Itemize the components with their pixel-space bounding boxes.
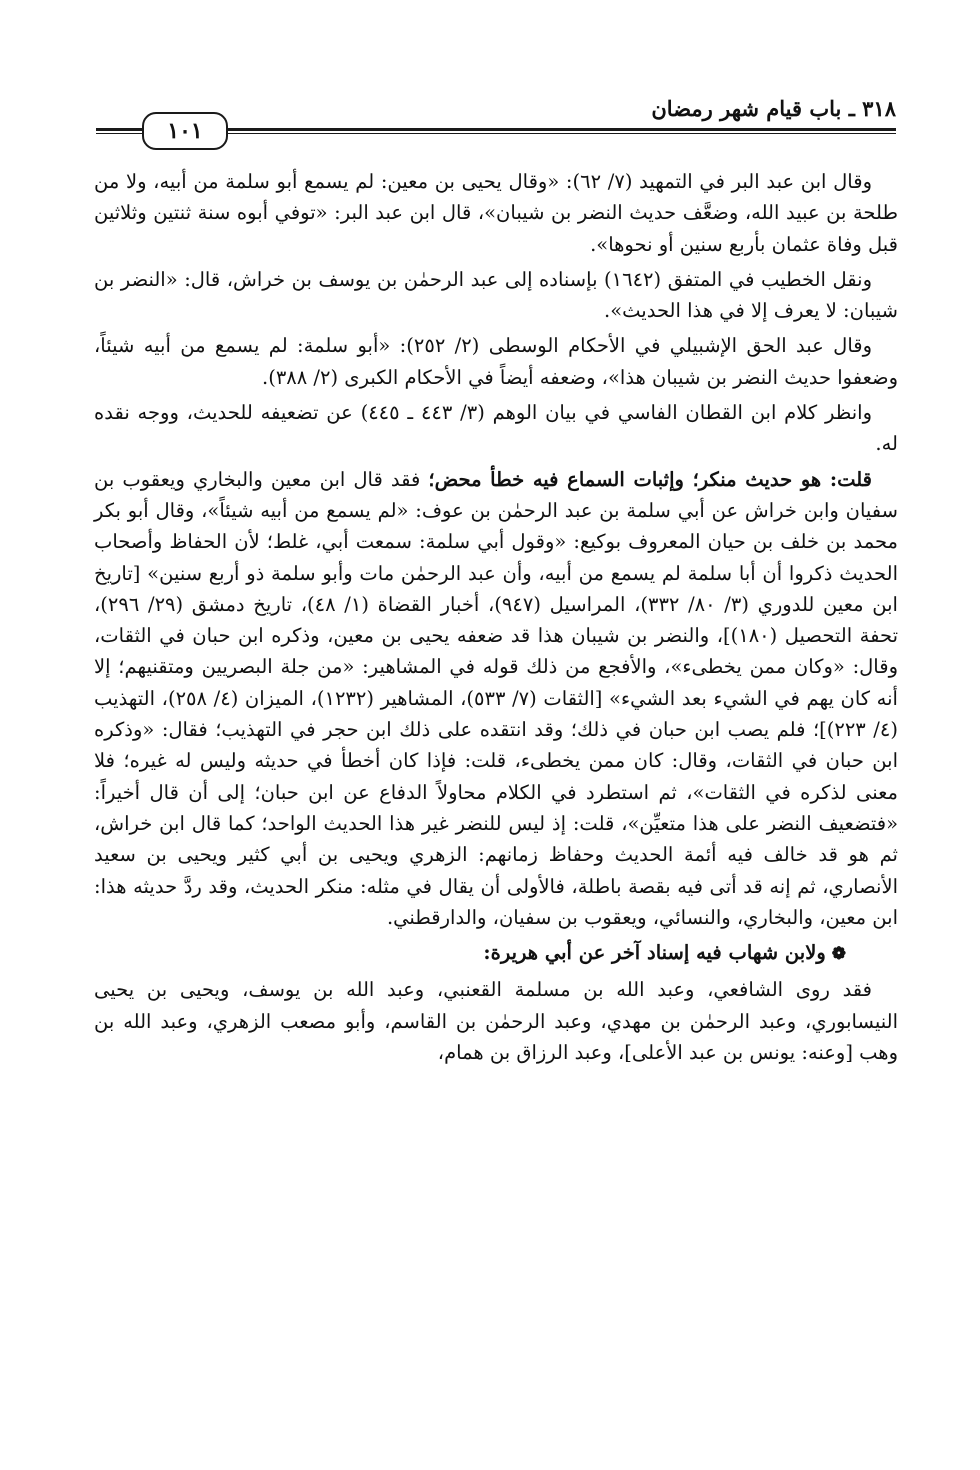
- page-header: [96, 92, 896, 144]
- page-body: [94, 166, 898, 1072]
- paragraph-abd-al-haqq: وقال عبد الحق الإشبيلي في الأحكام الوسطى (٢/ ٢٥٢): «أبو سلمة: لم يسمع من أبيه شيئاً، وضعفوا حديث النضر بن شيبان هذا»، وضعفه أيضاً في الأحكام الكبرى (٢/ ٣٨٨).: [94, 334, 898, 389]
- running-title: ٣١٨ ـ باب قيام شهر رمضان: [641, 96, 896, 121]
- flower-icon: ❁: [831, 944, 846, 965]
- page-number: ١٠١: [142, 112, 228, 150]
- section-heading-text: ولابن شهاب فيه إسناد آخر عن أبي هريرة:: [483, 941, 826, 965]
- paragraph-main-comment: [94, 464, 898, 933]
- paragraph-al-khatib: ونقل الخطيب في المتفق (١٦٤٢) بإسناده إلى عبد الرحمٰن بن يوسف بن خراش، قال: «النضر بن شيبان: لا يعرف إلا في هذا الحديث».: [94, 267, 898, 323]
- comment-lead: قلت: هو حديث منكر؛ وإثبات السماع فيه خطأ محض؛: [428, 467, 872, 491]
- paragraph-ibn-abd-al-barr: وقال ابن عبد البر في التمهيد (٧/ ٦٢): «وقال يحيى بن معين: لم يسمع أبو سلمة من أبيه، ولا من طلحة بن عبيد الله، وضعَّف حديث النضر بن شيبان»، قال ابن عبد البر: «توفي أبوه سنة ثنتين وثلاثين قبل وفاة عثمان بأربع سنين أو نحوها».: [94, 170, 898, 256]
- paragraph-narrators: فقد روى الشافعي، وعبد الله بن مسلمة القعنبي، وعبد الله بن يوسف، ويحيى بن يحيى النيسابوري، وعبد الرحمٰن بن مهدي، وعبد الرحمٰن بن القاسم، وأبو مصعب الزهري، وعبد الله بن وهب [وعنه: يونس بن عبد الأعلى]، وعبد الرزاق بن همام،: [94, 978, 898, 1065]
- paragraph-ibn-al-qattan: وانظر كلام ابن القطان الفاسي في بيان الوهم (٣/ ٤٤٣ ـ ٤٤٥) عن تضعيفه للحديث، ووجه نقده له.: [94, 401, 898, 456]
- section-heading: [94, 937, 898, 970]
- comment-text: فقد قال ابن معين والبخاري ويعقوب بن سفيان وابن خراش عن أبي سلمة بن عبد الرحمٰن بن عوف: «لم يسمع من أبيه شيئاً»، وقال أبو بكر محمد بن خلف بن حيان المعروف بوكيع: «وقول أبي سلمة: سمعت أبي، غلط؛ لأن الحفاظ وأصحاب الحديث ذكروا أن أبا سلمة لم يسمع من أبيه، وأن عبد الرحمٰن مات وأبو سلمة ذو أربع سنين» [تاريخ ابن معين للدوري (٣/ ٨٠/ ٣٣٢)، المراسيل (٩٤٧)، أخبار القضاة (١/ ٤٨)، تاريخ دمشق (٢٩/ ٢٩٦)، تحفة التحصيل (١٨٠)]، والنضر بن شيبان هذا قد ضعفه يحيى بن معين، وذكره ابن حبان في الثقات، وقال: «وكان ممن يخطىء»، والأفجع من ذلك قوله في المشاهير: «من جلة البصريين ومتقنيهم؛ إلا أنه كان يهم في الشيء بعد الشيء» [الثقات (٧/ ٥٣٣)، المشاهير (١٢٣٢)، الميزان (٤/ ٢٥٨)، التهذيب (٤/ ٢٢٣)]؛ فلم يصب ابن حبان في ذلك؛ وقد انتقده على ذلك ابن حجر في التهذيب؛ فقال: «وذكره ابن حبان في الثقات، وقال: كان ممن يخطىء، قلت: فإذا كان أخطأ في حديثه وليس له غيره؛ فلا معنى لذكره في الثقات»، ثم استطرد في الكلام محاولاً الدفاع عن ابن حبان؛ إلى أن قال أخيراً: «فتضعيف النضر على هذا متعيِّن»، قلت: إذ ليس للنضر غير هذا الحديث الواحد؛ كما قال ابن خراش، ثم هو قد خالف فيه أئمة الحديث وحفاظ زمانهم: الزهري ويحيى بن أبي كثير ويحيى بن سعيد الأنصاري، ثم إنه قد أتى فيه بقصة باطلة، فالأولى أن يقال في مثله: منكر الحديث، وقد ردَّ حديثه هذا: ابن معين، والبخاري، والنسائي، ويعقوب بن سفيان، والدارقطني.: [94, 467, 898, 929]
